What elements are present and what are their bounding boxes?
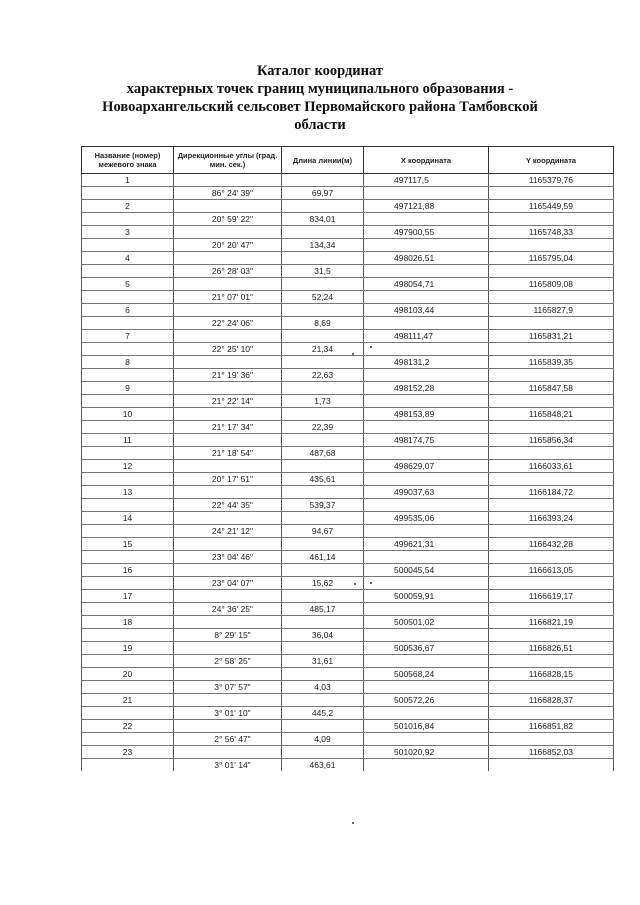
empty-cell xyxy=(489,447,614,460)
empty-cell xyxy=(364,265,489,278)
angle-cell: 3° 07' 57" xyxy=(174,681,282,694)
empty-cell xyxy=(282,616,364,629)
table-row xyxy=(82,226,614,239)
table-row xyxy=(82,187,614,200)
empty-cell xyxy=(282,174,364,187)
table-row xyxy=(82,629,614,642)
table-row xyxy=(82,616,614,629)
point-name-cell: 9 xyxy=(82,382,174,395)
x-coordinate-cell: 498152,28 xyxy=(364,382,489,395)
table-row xyxy=(82,681,614,694)
table-row xyxy=(82,265,614,278)
y-coordinate-cell: 1166826,51 xyxy=(489,642,614,655)
empty-cell xyxy=(82,395,174,408)
table-row xyxy=(82,486,614,499)
table-row xyxy=(82,434,614,447)
point-name-cell: 20 xyxy=(82,668,174,681)
x-coordinate-cell: 500572,26 xyxy=(364,694,489,707)
empty-cell xyxy=(489,551,614,564)
angle-cell: 23° 04' 46" xyxy=(174,551,282,564)
empty-cell xyxy=(489,525,614,538)
header-length: Длина линии(м) xyxy=(282,147,364,174)
length-cell: 1,73 xyxy=(282,395,364,408)
angle-cell: 22° 24' 06" xyxy=(174,317,282,330)
point-name-cell: 10 xyxy=(82,408,174,421)
angle-cell: 24° 36' 25" xyxy=(174,603,282,616)
empty-cell xyxy=(364,239,489,252)
empty-cell xyxy=(174,278,282,291)
angle-cell: 2° 56' 47" xyxy=(174,733,282,746)
empty-cell xyxy=(489,681,614,694)
empty-cell xyxy=(364,551,489,564)
empty-cell xyxy=(489,343,614,356)
table-row xyxy=(82,733,614,746)
table-row xyxy=(82,525,614,538)
empty-cell xyxy=(174,460,282,473)
length-cell: 445,2 xyxy=(282,707,364,720)
empty-cell xyxy=(174,512,282,525)
length-cell: 4,03 xyxy=(282,681,364,694)
angle-cell: 20° 59' 22" xyxy=(174,213,282,226)
angle-cell: 3° 01' 10" xyxy=(174,707,282,720)
table-row xyxy=(82,304,614,317)
empty-cell xyxy=(82,265,174,278)
empty-cell xyxy=(489,733,614,746)
table-row xyxy=(82,603,614,616)
empty-cell xyxy=(489,707,614,720)
length-cell: 22,39 xyxy=(282,421,364,434)
empty-cell xyxy=(82,707,174,720)
x-coordinate-cell: 499535,06 xyxy=(364,512,489,525)
point-name-cell: 12 xyxy=(82,460,174,473)
table-row xyxy=(82,239,614,252)
angle-cell: 2° 58' 25" xyxy=(174,655,282,668)
length-cell: 15,62 xyxy=(282,577,364,590)
table-row xyxy=(82,174,614,187)
y-coordinate-cell: 1165839,35 xyxy=(489,356,614,369)
coordinates-table xyxy=(81,146,614,771)
length-cell: 8,69 xyxy=(282,317,364,330)
y-coordinate-cell: 1166852,03 xyxy=(489,746,614,759)
y-coordinate-cell: 1165856,34 xyxy=(489,434,614,447)
table-row xyxy=(82,512,614,525)
empty-cell xyxy=(174,486,282,499)
empty-cell xyxy=(282,278,364,291)
empty-cell xyxy=(282,226,364,239)
length-cell: 52,24 xyxy=(282,291,364,304)
angle-cell: 20° 17' 51" xyxy=(174,473,282,486)
y-coordinate-cell: 1165827,9 xyxy=(489,304,614,317)
empty-cell xyxy=(282,252,364,265)
point-name-cell: 3 xyxy=(82,226,174,239)
x-coordinate-cell: 500045,54 xyxy=(364,564,489,577)
empty-cell xyxy=(174,330,282,343)
table-row xyxy=(82,473,614,486)
empty-cell xyxy=(489,317,614,330)
angle-cell: 8° 29' 15" xyxy=(174,629,282,642)
empty-cell xyxy=(364,395,489,408)
x-coordinate-cell: 498174,75 xyxy=(364,434,489,447)
empty-cell xyxy=(282,642,364,655)
empty-cell xyxy=(174,694,282,707)
table-row xyxy=(82,213,614,226)
y-coordinate-cell: 1166184,72 xyxy=(489,486,614,499)
empty-cell xyxy=(489,239,614,252)
empty-cell xyxy=(364,317,489,330)
x-coordinate-cell: 501020,92 xyxy=(364,746,489,759)
header-y: Y координата xyxy=(489,147,614,174)
empty-cell xyxy=(282,408,364,421)
scan-speck xyxy=(354,583,356,585)
table-row xyxy=(82,421,614,434)
y-coordinate-cell: 1166828,15 xyxy=(489,668,614,681)
point-name-cell: 15 xyxy=(82,538,174,551)
angle-cell: 22° 44' 35" xyxy=(174,499,282,512)
table-row xyxy=(82,707,614,720)
empty-cell xyxy=(82,603,174,616)
angle-cell: 26° 28' 03" xyxy=(174,265,282,278)
point-name-cell: 23 xyxy=(82,746,174,759)
point-name-cell: 6 xyxy=(82,304,174,317)
empty-cell xyxy=(82,213,174,226)
y-coordinate-cell: 1165809,08 xyxy=(489,278,614,291)
table-row xyxy=(82,564,614,577)
length-cell: 21,34 xyxy=(282,343,364,356)
empty-cell xyxy=(82,239,174,252)
table-row xyxy=(82,668,614,681)
empty-cell xyxy=(174,668,282,681)
length-cell: 834,01 xyxy=(282,213,364,226)
table-header-row xyxy=(82,147,614,174)
y-coordinate-cell: 1165379,76 xyxy=(489,174,614,187)
length-cell: 36,04 xyxy=(282,629,364,642)
table-row xyxy=(82,655,614,668)
length-cell: 539,37 xyxy=(282,499,364,512)
length-cell: 461,14 xyxy=(282,551,364,564)
x-coordinate-cell: 497121,88 xyxy=(364,200,489,213)
angle-cell: 20° 20' 47" xyxy=(174,239,282,252)
empty-cell xyxy=(82,473,174,486)
table-row xyxy=(82,395,614,408)
angle-cell: 3° 01' 14" xyxy=(174,759,282,772)
table-row xyxy=(82,317,614,330)
empty-cell xyxy=(174,200,282,213)
empty-cell xyxy=(489,395,614,408)
y-coordinate-cell: 1166619,17 xyxy=(489,590,614,603)
empty-cell xyxy=(282,486,364,499)
empty-cell xyxy=(174,564,282,577)
table-row xyxy=(82,694,614,707)
length-cell: 69,97 xyxy=(282,187,364,200)
table-row xyxy=(82,291,614,304)
empty-cell xyxy=(82,343,174,356)
point-name-cell: 11 xyxy=(82,434,174,447)
empty-cell xyxy=(364,291,489,304)
empty-cell xyxy=(364,759,489,772)
table-row xyxy=(82,447,614,460)
empty-cell xyxy=(364,187,489,200)
table-row xyxy=(82,460,614,473)
table-row xyxy=(82,252,614,265)
empty-cell xyxy=(489,499,614,512)
empty-cell xyxy=(174,746,282,759)
empty-cell xyxy=(489,655,614,668)
empty-cell xyxy=(282,460,364,473)
empty-cell xyxy=(489,577,614,590)
scan-speck xyxy=(370,346,372,348)
title-line: области xyxy=(294,117,346,133)
empty-cell xyxy=(82,317,174,330)
table-row xyxy=(82,499,614,512)
empty-cell xyxy=(82,291,174,304)
point-name-cell: 2 xyxy=(82,200,174,213)
x-coordinate-cell: 500568,24 xyxy=(364,668,489,681)
empty-cell xyxy=(82,447,174,460)
empty-cell xyxy=(174,174,282,187)
angle-cell: 21° 07' 01" xyxy=(174,291,282,304)
empty-cell xyxy=(174,252,282,265)
empty-cell xyxy=(82,421,174,434)
point-name-cell: 21 xyxy=(82,694,174,707)
empty-cell xyxy=(489,187,614,200)
x-coordinate-cell: 501016,84 xyxy=(364,720,489,733)
x-coordinate-cell: 498103,44 xyxy=(364,304,489,317)
point-name-cell: 8 xyxy=(82,356,174,369)
point-name-cell: 13 xyxy=(82,486,174,499)
empty-cell xyxy=(174,538,282,551)
header-angle: Дирекционные углы (град. мин. сек.) xyxy=(174,147,282,174)
empty-cell xyxy=(282,330,364,343)
table-row xyxy=(82,720,614,733)
y-coordinate-cell: 1166432,28 xyxy=(489,538,614,551)
table-row xyxy=(82,642,614,655)
y-coordinate-cell: 1165847,58 xyxy=(489,382,614,395)
title-line: Каталог координат xyxy=(256,63,384,79)
x-coordinate-cell: 498026,51 xyxy=(364,252,489,265)
table-row xyxy=(82,408,614,421)
length-cell: 94,67 xyxy=(282,525,364,538)
x-coordinate-cell: 500536,67 xyxy=(364,642,489,655)
angle-cell: 21° 22' 14" xyxy=(174,395,282,408)
point-name-cell: 22 xyxy=(82,720,174,733)
x-coordinate-cell: 498131,2 xyxy=(364,356,489,369)
y-coordinate-cell: 1165748,33 xyxy=(489,226,614,239)
table-row xyxy=(82,577,614,590)
scan-speck xyxy=(352,822,354,824)
empty-cell xyxy=(82,369,174,382)
empty-cell xyxy=(82,499,174,512)
length-cell: 435,61 xyxy=(282,473,364,486)
angle-cell: 21° 19' 36" xyxy=(174,369,282,382)
empty-cell xyxy=(82,629,174,642)
y-coordinate-cell: 1166828,37 xyxy=(489,694,614,707)
empty-cell xyxy=(364,629,489,642)
y-coordinate-cell: 1165795,04 xyxy=(489,252,614,265)
table-row xyxy=(82,200,614,213)
empty-cell xyxy=(489,603,614,616)
table-row xyxy=(82,746,614,759)
empty-cell xyxy=(174,720,282,733)
title-line: Новоархангельский сельсовет Первомайского района Тамбовской xyxy=(102,99,538,115)
empty-cell xyxy=(364,343,489,356)
y-coordinate-cell: 1165449,59 xyxy=(489,200,614,213)
x-coordinate-cell: 498629,07 xyxy=(364,460,489,473)
length-cell: 4,09 xyxy=(282,733,364,746)
length-cell: 22,63 xyxy=(282,369,364,382)
x-coordinate-cell: 500501,02 xyxy=(364,616,489,629)
empty-cell xyxy=(174,356,282,369)
point-name-cell: 1 xyxy=(82,174,174,187)
x-coordinate-cell: 500059,91 xyxy=(364,590,489,603)
empty-cell xyxy=(174,642,282,655)
x-coordinate-cell: 498111,47 xyxy=(364,330,489,343)
empty-cell xyxy=(364,577,489,590)
y-coordinate-cell: 1166393,24 xyxy=(489,512,614,525)
empty-cell xyxy=(282,200,364,213)
empty-cell xyxy=(489,291,614,304)
angle-cell: 21° 17' 34" xyxy=(174,421,282,434)
point-name-cell: 7 xyxy=(82,330,174,343)
empty-cell xyxy=(364,499,489,512)
table-row xyxy=(82,369,614,382)
x-coordinate-cell: 497900,55 xyxy=(364,226,489,239)
empty-cell xyxy=(174,590,282,603)
empty-cell xyxy=(489,265,614,278)
empty-cell xyxy=(489,369,614,382)
title-line: характерных точек границ муниципального образования - xyxy=(126,81,514,97)
empty-cell xyxy=(364,525,489,538)
empty-cell xyxy=(364,733,489,746)
empty-cell xyxy=(364,707,489,720)
empty-cell xyxy=(364,421,489,434)
header-point: Название (номер) межевого знака xyxy=(82,147,174,174)
x-coordinate-cell: 499621,31 xyxy=(364,538,489,551)
point-name-cell: 4 xyxy=(82,252,174,265)
empty-cell xyxy=(364,447,489,460)
angle-cell: 21° 18' 54" xyxy=(174,447,282,460)
empty-cell xyxy=(82,681,174,694)
header-x: X координата xyxy=(364,147,489,174)
table-row xyxy=(82,538,614,551)
empty-cell xyxy=(364,655,489,668)
angle-cell: 24° 21' 12" xyxy=(174,525,282,538)
empty-cell xyxy=(82,759,174,772)
empty-cell xyxy=(489,473,614,486)
empty-cell xyxy=(364,213,489,226)
empty-cell xyxy=(282,746,364,759)
empty-cell xyxy=(82,655,174,668)
angle-cell: 22° 25' 10" xyxy=(174,343,282,356)
point-name-cell: 18 xyxy=(82,616,174,629)
empty-cell xyxy=(82,577,174,590)
y-coordinate-cell: 1165831,21 xyxy=(489,330,614,343)
empty-cell xyxy=(282,590,364,603)
length-cell: 134,34 xyxy=(282,239,364,252)
empty-cell xyxy=(282,668,364,681)
empty-cell xyxy=(174,304,282,317)
table-body xyxy=(82,174,614,772)
angle-cell: 23° 04' 07" xyxy=(174,577,282,590)
table-row xyxy=(82,356,614,369)
point-name-cell: 14 xyxy=(82,512,174,525)
empty-cell xyxy=(364,603,489,616)
empty-cell xyxy=(282,434,364,447)
length-cell: 31,5 xyxy=(282,265,364,278)
empty-cell xyxy=(82,551,174,564)
empty-cell xyxy=(174,382,282,395)
document-title xyxy=(0,62,640,134)
empty-cell xyxy=(489,629,614,642)
empty-cell xyxy=(82,187,174,200)
empty-cell xyxy=(174,434,282,447)
point-name-cell: 16 xyxy=(82,564,174,577)
empty-cell xyxy=(282,538,364,551)
empty-cell xyxy=(489,421,614,434)
y-coordinate-cell: 1166033,61 xyxy=(489,460,614,473)
y-coordinate-cell: 1165848,21 xyxy=(489,408,614,421)
empty-cell xyxy=(82,525,174,538)
empty-cell xyxy=(364,681,489,694)
empty-cell xyxy=(282,512,364,525)
point-name-cell: 17 xyxy=(82,590,174,603)
length-cell: 487,68 xyxy=(282,447,364,460)
empty-cell xyxy=(282,356,364,369)
empty-cell xyxy=(489,759,614,772)
y-coordinate-cell: 1166821,19 xyxy=(489,616,614,629)
length-cell: 463,61 xyxy=(282,759,364,772)
empty-cell xyxy=(174,408,282,421)
y-coordinate-cell: 1166851,82 xyxy=(489,720,614,733)
table-row xyxy=(82,759,614,772)
table-row xyxy=(82,551,614,564)
empty-cell xyxy=(174,226,282,239)
length-cell: 485,17 xyxy=(282,603,364,616)
point-name-cell: 19 xyxy=(82,642,174,655)
x-coordinate-cell: 499037,63 xyxy=(364,486,489,499)
empty-cell xyxy=(282,720,364,733)
empty-cell xyxy=(282,564,364,577)
y-coordinate-cell: 1166613,05 xyxy=(489,564,614,577)
empty-cell xyxy=(282,382,364,395)
empty-cell xyxy=(489,213,614,226)
x-coordinate-cell: 498054,71 xyxy=(364,278,489,291)
angle-cell: 86° 24' 39" xyxy=(174,187,282,200)
empty-cell xyxy=(282,694,364,707)
empty-cell xyxy=(364,473,489,486)
x-coordinate-cell: 497117,5 xyxy=(364,174,489,187)
length-cell: 31,61 xyxy=(282,655,364,668)
empty-cell xyxy=(364,369,489,382)
empty-cell xyxy=(282,304,364,317)
empty-cell xyxy=(82,733,174,746)
scan-speck xyxy=(352,353,354,355)
x-coordinate-cell: 498153,89 xyxy=(364,408,489,421)
point-name-cell: 5 xyxy=(82,278,174,291)
table-row xyxy=(82,382,614,395)
empty-cell xyxy=(174,616,282,629)
table-row xyxy=(82,330,614,343)
table-row xyxy=(82,278,614,291)
table-row xyxy=(82,590,614,603)
scan-speck xyxy=(370,582,372,584)
table-row xyxy=(82,343,614,356)
